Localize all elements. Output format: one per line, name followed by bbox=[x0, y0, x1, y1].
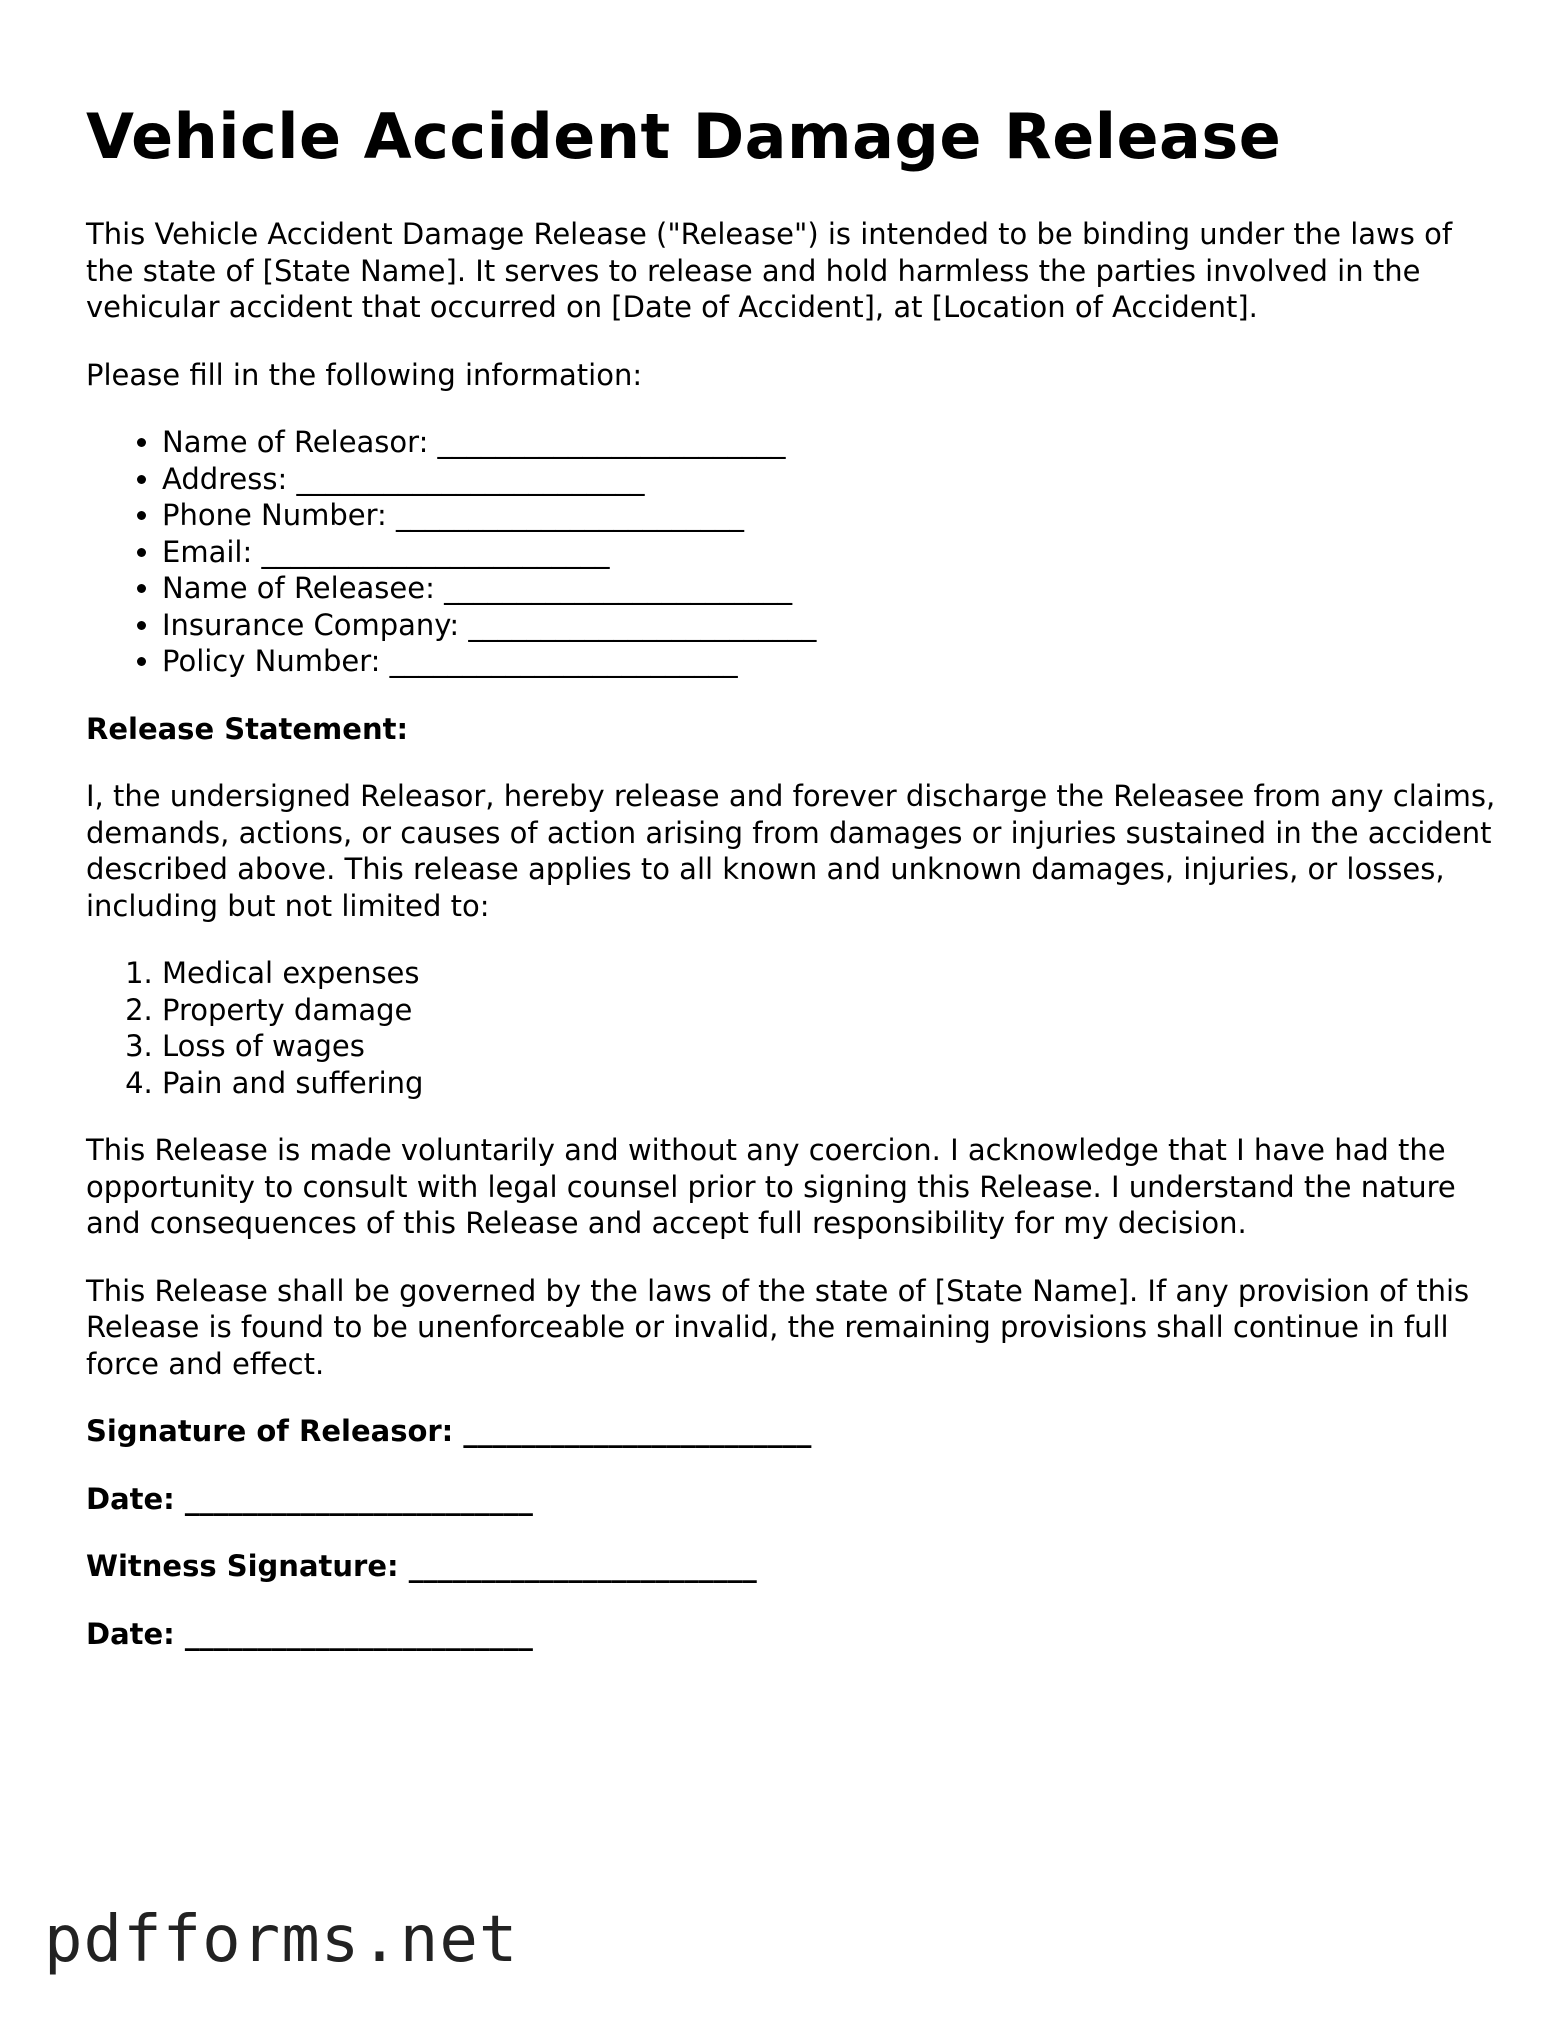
field-releasor-name: • Name of Releasor: ________________________ bbox=[162, 424, 1506, 461]
field-releasee-name: • Name of Releasee: ________________________ bbox=[162, 570, 1506, 607]
field-policy-number: • Policy Number: ________________________ bbox=[162, 643, 1506, 680]
damage-item: 2. Property damage bbox=[162, 992, 1506, 1029]
pdfforms-logo: pdfforms.net bbox=[44, 1903, 519, 1977]
damage-item: 4. Pain and suffering bbox=[162, 1065, 1506, 1102]
fill-prompt: Please fill in the following information: bbox=[86, 357, 643, 392]
field-phone: • Phone Number: ________________________ bbox=[162, 497, 1506, 534]
governing-law-paragraph: This Release shall be governed by the laws of the state of [State Name]. If any provision of this Release is found to be unenforceable or invalid, the remaining provisions shall continue in full force and effect. bbox=[86, 1273, 1470, 1381]
field-insurance-company: • Insurance Company: ________________________ bbox=[162, 607, 1506, 644]
damage-item: 1. Medical expenses bbox=[162, 955, 1506, 992]
date-line: Date: ________________________ bbox=[86, 1481, 533, 1516]
field-address: • Address: ________________________ bbox=[162, 461, 1506, 498]
damages-list bbox=[86, 955, 1506, 1101]
document-title: Vehicle Accident Damage Release bbox=[86, 100, 1282, 173]
releasor-signature-line: Signature of Releasor: ________________________ bbox=[86, 1414, 812, 1449]
release-heading: Release Statement: bbox=[86, 711, 409, 746]
document-page bbox=[86, 100, 1506, 1652]
witness-signature-line: Witness Signature: ________________________ bbox=[86, 1549, 757, 1584]
field-email: • Email: ________________________ bbox=[162, 534, 1506, 571]
intro-paragraph: This Vehicle Accident Damage Release ("Release") is intended to be binding under the laws of the state of [State Name]. It serves to release and hold harmless the parties involved in the vehicular accident that occurred on [Date of Accident], at [Location of Accident]. bbox=[86, 217, 1453, 325]
fields-list bbox=[86, 424, 1506, 680]
damage-item: 3. Loss of wages bbox=[162, 1028, 1506, 1065]
voluntary-paragraph: This Release is made voluntarily and without any coercion. I acknowledge that I have had the opportunity to consult with legal counsel prior to signing this Release. I understand the nature and consequences of this Release and accept full responsibility for my decision. bbox=[86, 1133, 1456, 1241]
release-statement: I, the undersigned Releasor, hereby release and forever discharge the Releasee from any claims, demands, actions, or causes of action arising from damages or injuries sustained in the accident described above. This release applies to all known and unknown damages, injuries, or losses, including but not limited to: bbox=[86, 779, 1496, 923]
date-line: Date: ________________________ bbox=[86, 1616, 533, 1651]
